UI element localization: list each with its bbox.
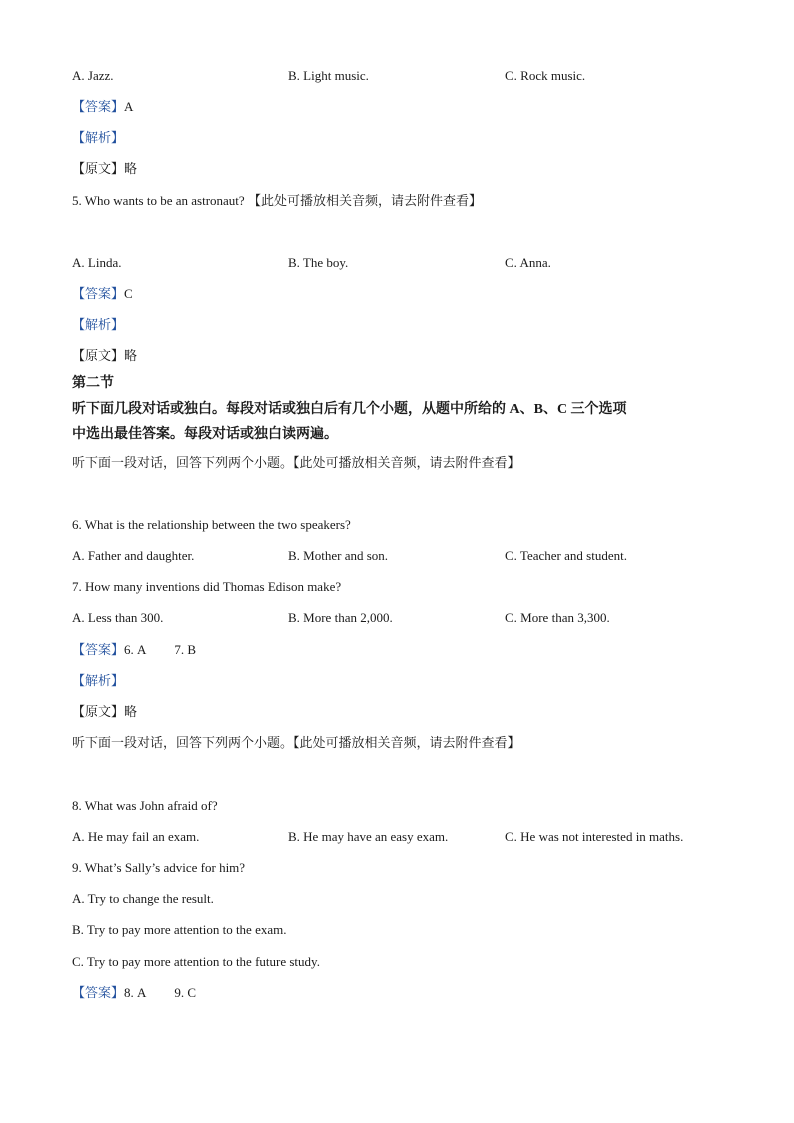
q6-option-a: A. Father and daughter. xyxy=(72,548,195,563)
source-tag: 【原文】 xyxy=(72,348,125,363)
q4-option-b: B. Light music. xyxy=(288,68,369,83)
answer-value: A xyxy=(124,99,134,114)
answer-value-6: 6. A xyxy=(124,642,147,657)
q4-option-c: C. Rock music. xyxy=(505,68,586,83)
answer-tag: 【答案】 xyxy=(72,985,125,1000)
q4-source xyxy=(72,161,137,177)
answer-tag: 【答案】 xyxy=(72,642,125,657)
q4-option-a: A. Jazz. xyxy=(72,68,114,83)
answer-value-7: 7. B xyxy=(174,642,197,657)
q6-question: 6. What is the relationship between the two speakers? xyxy=(72,517,351,532)
answer-value: C xyxy=(124,286,133,301)
q5-question: 5. Who wants to be an astronaut? 【此处可播放相关音频，请去附件查看】 xyxy=(72,193,482,208)
dialog1-intro: 听下面一段对话，回答下列两个小题。【此处可播放相关音频，请去附件查看】 xyxy=(72,455,521,470)
q4-answer xyxy=(72,99,133,115)
q67-explanation xyxy=(72,673,124,689)
explanation-tag: 【解析】 xyxy=(72,130,125,145)
q8-option-c: C. He was not interested in maths. xyxy=(505,829,684,844)
answer-value-8: 8. A xyxy=(124,985,147,1000)
answer-value-9: 9. C xyxy=(174,985,197,1000)
q5-explanation xyxy=(72,317,124,333)
source-tag: 【原文】 xyxy=(72,704,125,719)
q8-option-a: A. He may fail an exam. xyxy=(72,829,200,844)
explanation-tag: 【解析】 xyxy=(72,673,125,688)
q5-answer xyxy=(72,286,133,302)
source-value: 略 xyxy=(124,704,138,719)
q67-answer xyxy=(72,642,196,658)
q5-source xyxy=(72,348,137,364)
q89-answer xyxy=(72,985,196,1001)
q7-option-a: A. Less than 300. xyxy=(72,610,164,625)
section-title: 第二节 xyxy=(72,376,114,391)
source-value: 略 xyxy=(124,161,138,176)
answer-tag: 【答案】 xyxy=(72,99,125,114)
q7-question: 7. How many inventions did Thomas Edison make? xyxy=(72,579,342,594)
q8-option-b: B. He may have an easy exam. xyxy=(288,829,449,844)
answer-tag: 【答案】 xyxy=(72,286,125,301)
q67-source xyxy=(72,704,137,720)
dialog2-intro: 听下面一段对话，回答下列两个小题。【此处可播放相关音频，请去附件查看】 xyxy=(72,735,521,750)
source-value: 略 xyxy=(124,348,138,363)
q5-option-a: A. Linda. xyxy=(72,255,122,270)
section-instruction-line2: 中选出最佳答案。每段对话或独白读两遍。 xyxy=(72,427,338,442)
q6-option-b: B. Mother and son. xyxy=(288,548,389,563)
q4-explanation xyxy=(72,130,124,146)
q5-option-c: C. Anna. xyxy=(505,255,551,270)
q9-option-a: A. Try to change the result. xyxy=(72,891,214,906)
explanation-tag: 【解析】 xyxy=(72,317,125,332)
q8-question: 8. What was John afraid of? xyxy=(72,798,218,813)
q6-option-c: C. Teacher and student. xyxy=(505,548,627,563)
q7-option-b: B. More than 2,000. xyxy=(288,610,393,625)
q5-option-b: B. The boy. xyxy=(288,255,349,270)
q7-option-c: C. More than 3,300. xyxy=(505,610,610,625)
source-tag: 【原文】 xyxy=(72,161,125,176)
q9-option-b: B. Try to pay more attention to the exam. xyxy=(72,922,287,937)
q9-question: 9. What’s Sally’s advice for him? xyxy=(72,860,246,875)
q9-option-c: C. Try to pay more attention to the future study. xyxy=(72,954,320,969)
section-instruction-line1: 听下面几段对话或独白。每段对话或独白后有几个小题，从题中所给的 A、B、C 三个选项 xyxy=(72,402,627,417)
